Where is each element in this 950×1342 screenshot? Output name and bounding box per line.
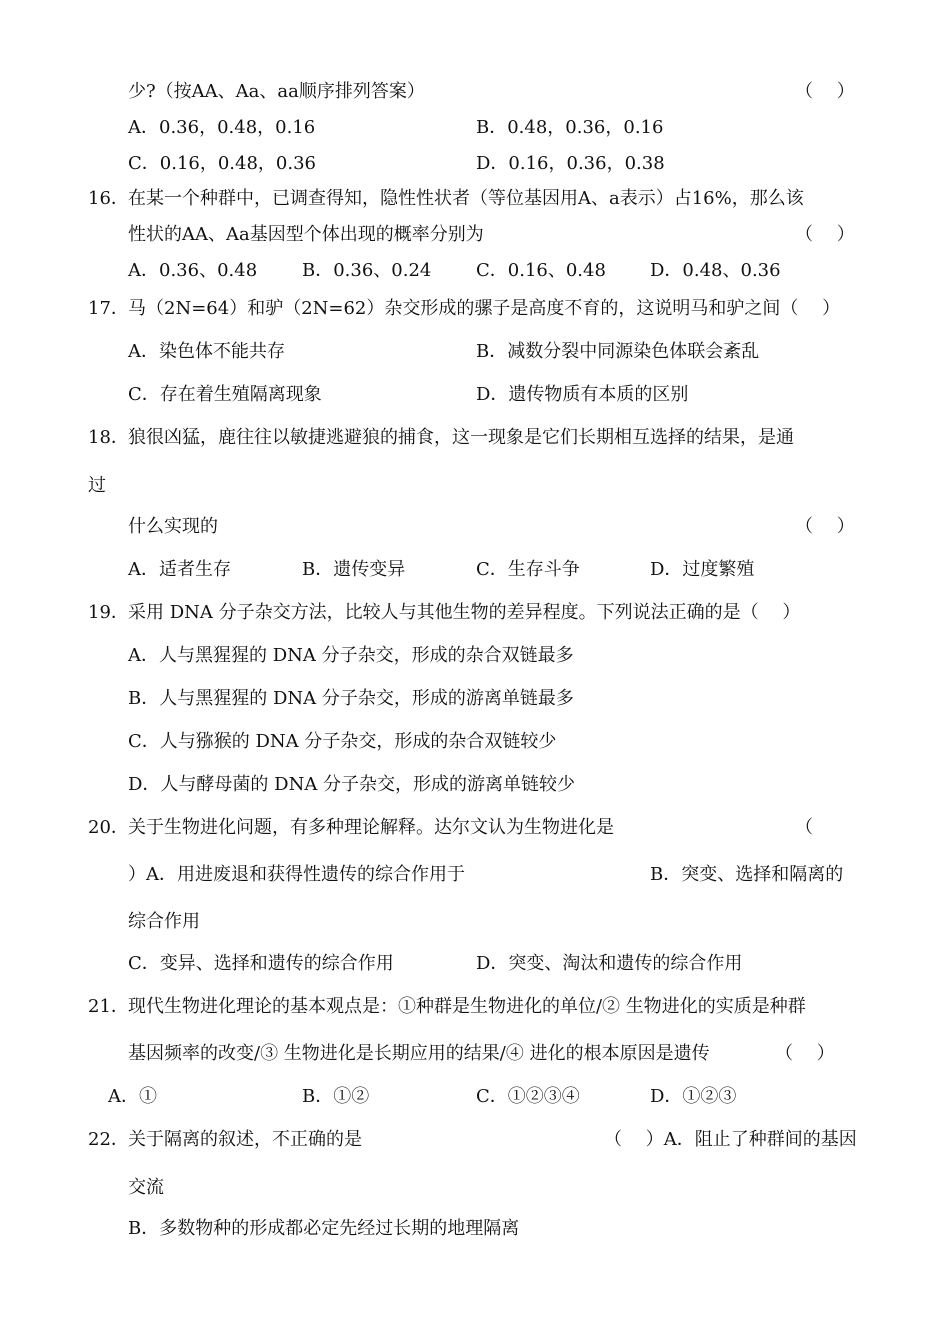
option-a: ）A．用进废退和获得性遗传的综合作用于 [128, 864, 465, 885]
option-d: D．0.48、0.36 [650, 260, 781, 281]
question-stem: 狼很凶猛，鹿往往以敏捷逃避狼的捕食，这一现象是它们长期相互选择的结果，是通 [128, 427, 794, 448]
option-c: C．人与猕猴的 DNA 分子杂交，形成的杂合双链较少 [128, 731, 557, 752]
option-b: B．0.48，0.36，0.16 [476, 117, 664, 138]
question-number: 19． [88, 602, 129, 623]
option-b-cont: 综合作用 [128, 911, 200, 932]
option-a: A．染色体不能共存 [128, 341, 285, 362]
option-b: B．多数物种的形成都必定先经过长期的地理隔离 [128, 1218, 520, 1239]
question-number: 16． [88, 188, 129, 209]
option-a: A．① [108, 1086, 157, 1107]
option-c: C．生存斗争 [476, 559, 580, 580]
option-d: D．①②③ [650, 1086, 737, 1107]
option-c: C．存在着生殖隔离现象 [128, 384, 322, 405]
question-stem: 性状的AA、Aa基因型个体出现的概率分别为 [128, 224, 484, 245]
question-stem: 关于隔离的叙述，不正确的是 [128, 1129, 362, 1150]
option-a-cont: 交流 [128, 1177, 164, 1198]
question-stem: 马（2N=64）和驴（2N=62）杂交形成的骡子是高度不育的，这说明马和驴之间（ ） [128, 298, 841, 319]
option-a: A．0.36，0.48，0.16 [128, 117, 316, 138]
option-b: B．人与黑猩猩的 DNA 分子杂交，形成的游离单链最多 [128, 688, 574, 709]
option-a: （ ）A．阻止了种群间的基因 [604, 1129, 857, 1150]
option-c: C．①②③④ [476, 1086, 580, 1107]
option-d: D．人与酵母菌的 DNA 分子杂交，形成的游离单链较少 [128, 774, 576, 795]
question-stem: 采用 DNA 分子杂交方法，比较人与其他生物的差异程度。下列说法正确的是（ ） [128, 602, 801, 623]
question-stem: 过 [88, 475, 106, 496]
answer-bracket-open: （ [795, 817, 813, 838]
question-stem: 现代生物进化理论的基本观点是：①种群是生物进化的单位/② 生物进化的实质是种群 [128, 996, 806, 1017]
option-a: A．0.36、0.48 [128, 260, 258, 281]
question-number: 18． [88, 427, 129, 448]
option-a: A．适者生存 [128, 559, 231, 580]
option-b: B．①② [302, 1086, 370, 1107]
question-stem: 关于生物进化问题，有多种理论解释。达尔文认为生物进化是 [128, 817, 614, 838]
option-d: D．0.16，0.36，0.38 [476, 153, 665, 174]
option-a: A．人与黑猩猩的 DNA 分子杂交，形成的杂合双链最多 [128, 645, 574, 666]
question-number: 20． [88, 817, 129, 838]
question-stem: 什么实现的 [128, 516, 218, 537]
option-d: D．遗传物质有本质的区别 [476, 384, 689, 405]
option-b: B．突变、选择和隔离的 [650, 864, 844, 885]
answer-bracket: （ ） [795, 224, 855, 245]
option-d: D．突变、淘汰和遗传的综合作用 [476, 953, 743, 974]
answer-bracket: （ ） [795, 81, 855, 102]
question-stem: 在某一个种群中，已调查得知，隐性性状者（等位基因用A、a表示）占16%，那么该 [128, 188, 804, 209]
option-b: B．遗传变异 [302, 559, 406, 580]
answer-bracket: （ ） [795, 516, 855, 537]
question-number: 22． [88, 1129, 129, 1150]
option-c: C．0.16、0.48 [476, 260, 606, 281]
option-d: D．过度繁殖 [650, 559, 755, 580]
option-b: B．0.36、0.24 [302, 260, 432, 281]
question-stem: 少?（按AA、Aa、aa顺序排列答案） [128, 81, 425, 102]
question-stem: 基因频率的改变/③ 生物进化是长期应用的结果/④ 进化的根本原因是遗传 [128, 1043, 710, 1064]
option-b: B．减数分裂中同源染色体联会紊乱 [476, 341, 760, 362]
answer-bracket: （ ） [775, 1043, 835, 1064]
question-number: 17． [88, 298, 129, 319]
option-c: C．0.16，0.48，0.36 [128, 153, 317, 174]
question-number: 21． [88, 996, 129, 1017]
option-c: C．变异、选择和遗传的综合作用 [128, 953, 394, 974]
